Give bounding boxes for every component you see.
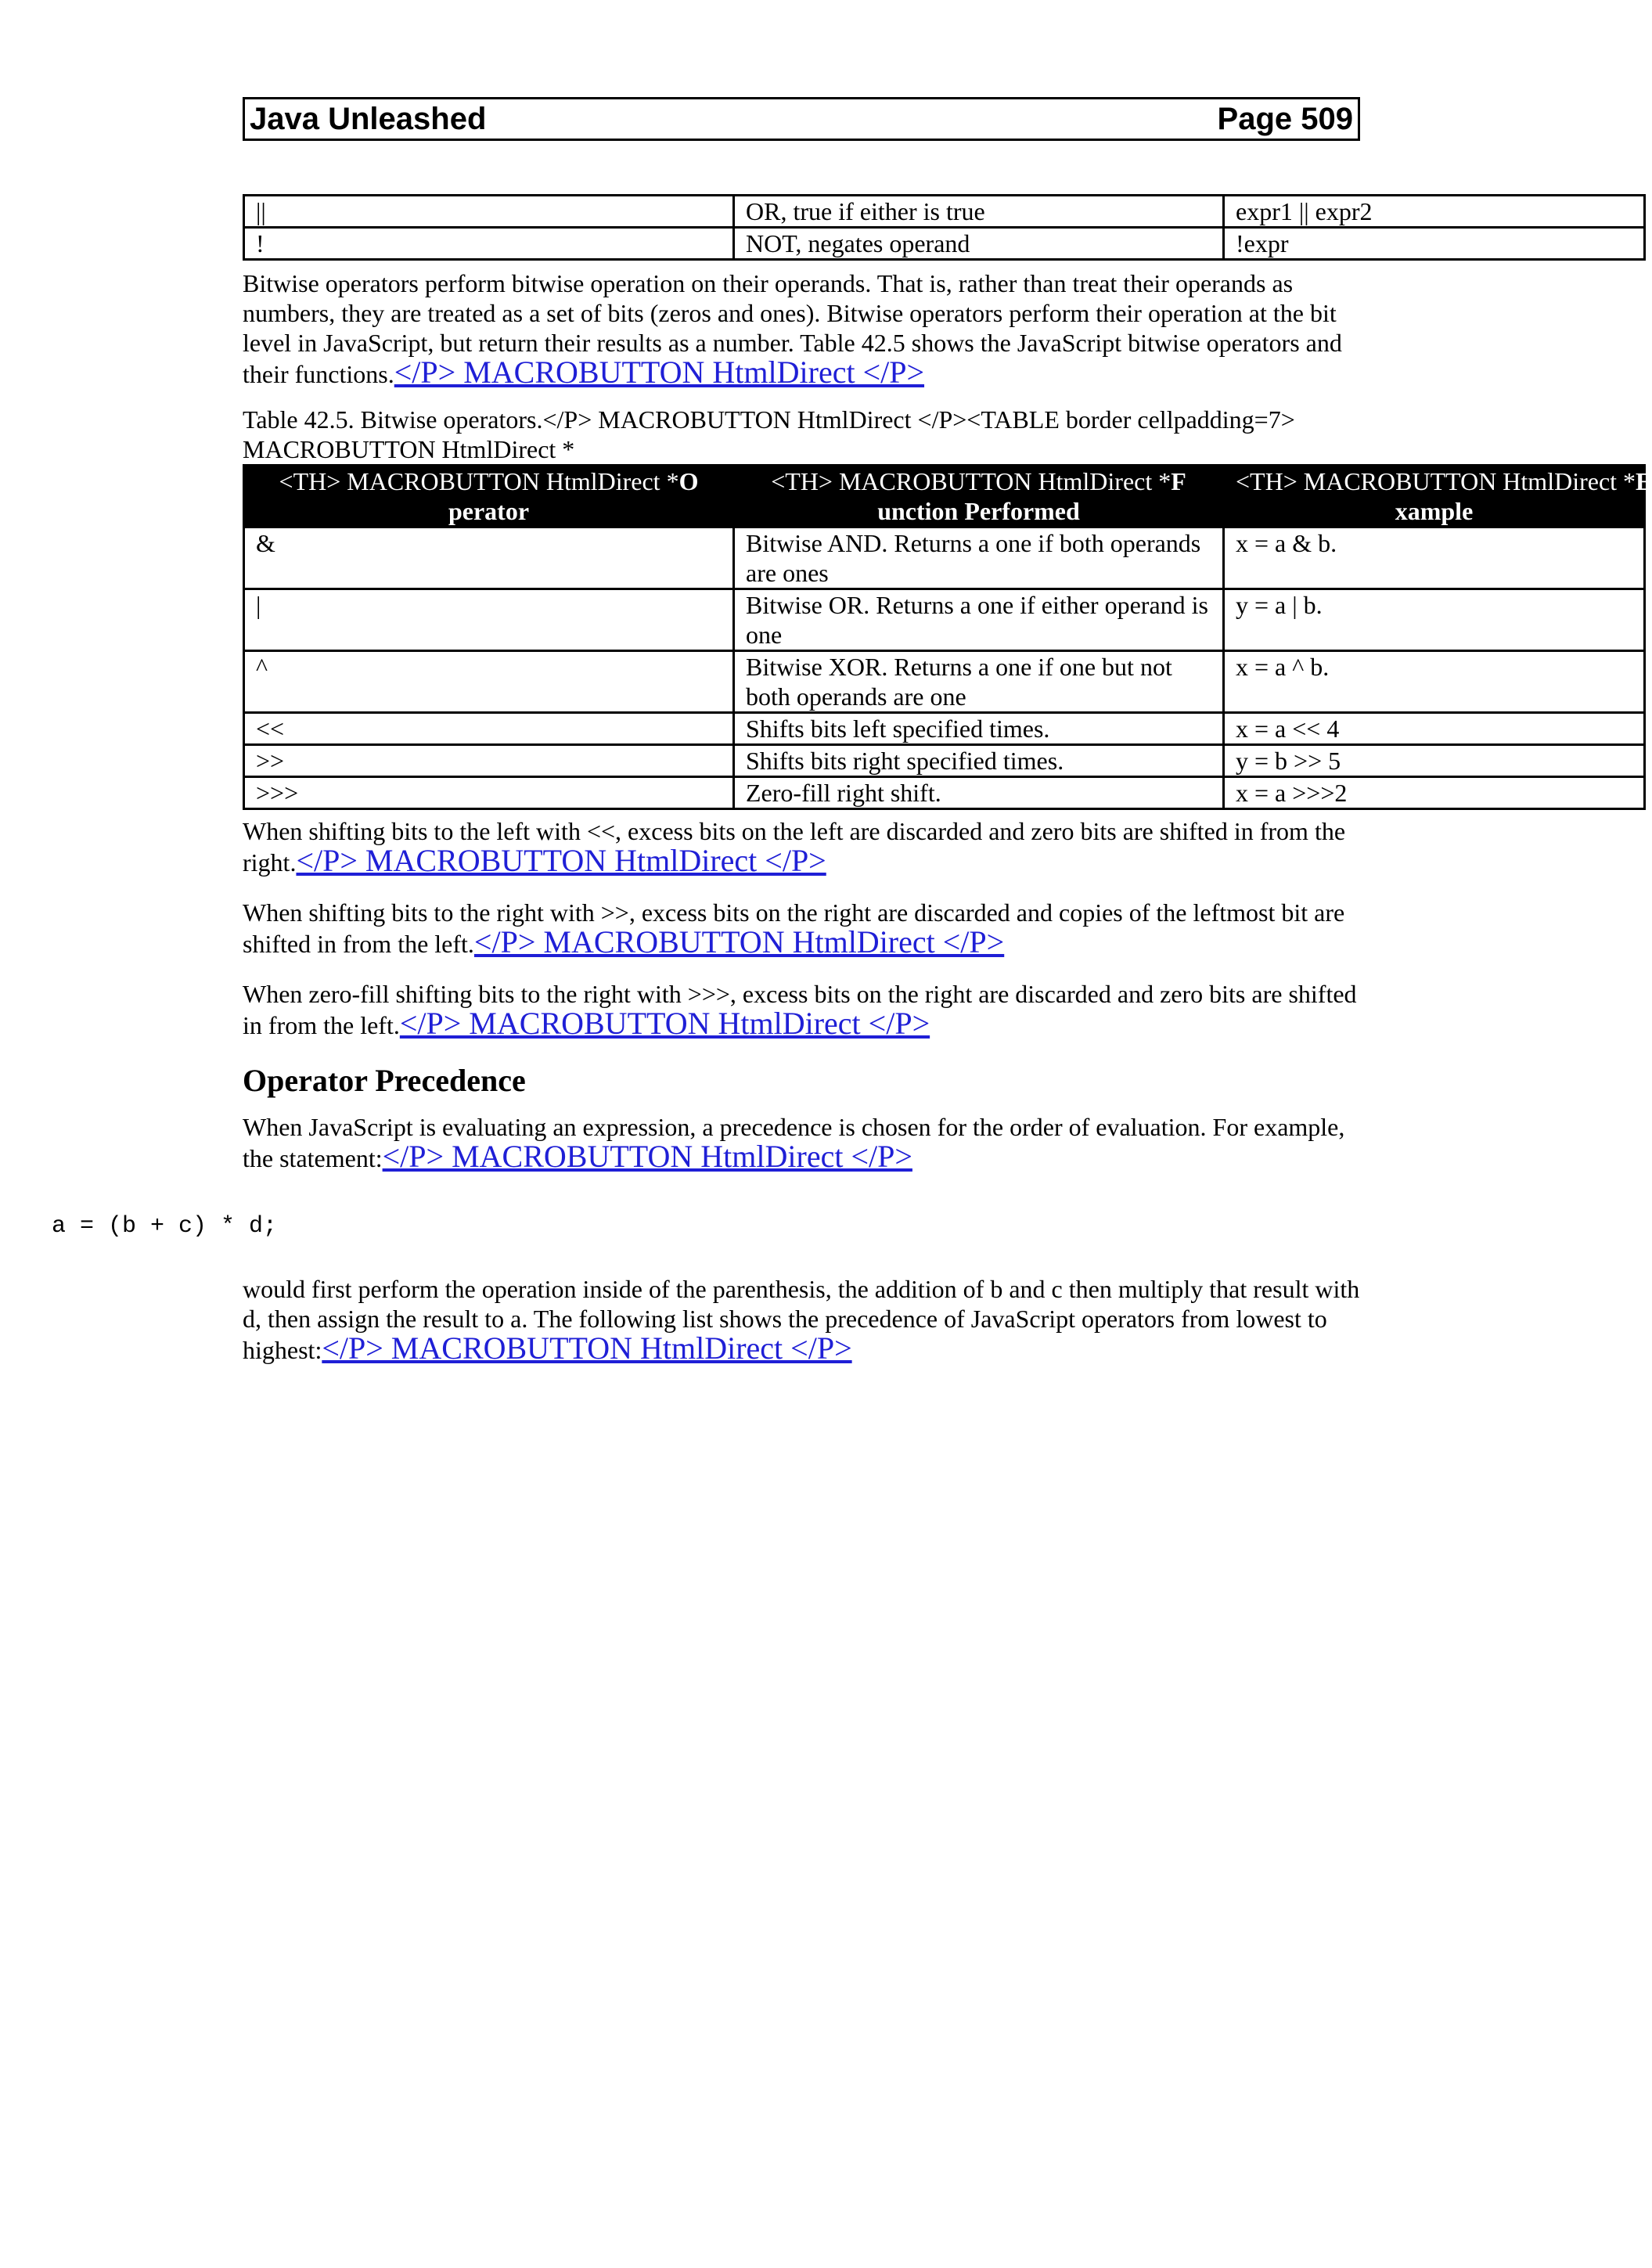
table-row [244, 589, 1645, 651]
description-cell: Zero-fill right shift. [734, 777, 1224, 809]
example-cell: x = a ^ b. [1224, 651, 1645, 713]
example-cell: x = a >>>2 [1224, 777, 1645, 809]
example-cell: x = a & b. [1224, 527, 1645, 589]
table-header-row [244, 466, 1645, 527]
description-cell: OR, true if either is true [734, 196, 1224, 228]
page-number: Page 509 [1217, 101, 1353, 136]
table-row [244, 228, 1645, 260]
operator-cell: >>> [244, 777, 734, 809]
header-operator: <TH> MACROBUTTON HtmlDirect *O perator [244, 466, 734, 527]
paragraph-left-shift: When shifting bits to the left with <<, excess bits on the left are discarded and zero bits are shifted in from the right.</P> MACROBUTTON HtmlDirect </P> [243, 817, 1346, 878]
table-row [244, 651, 1645, 713]
table-row [244, 527, 1645, 589]
description-cell: NOT, negates operand [734, 228, 1224, 260]
paragraph-bitwise-intro: Bitwise operators perform bitwise operation on their operands. That is, rather than treat their operands as numbers, they are treated as a set of bits (zeros and ones). Bitwise operators perform their operation at the bit level in JavaScript, but return their results as a number. Table 42.5 shows the JavaScript bitwise operators and their functions.</P> MACROBUTTON HtmlDirect </P> [243, 269, 1342, 390]
paragraph-right-shift: When shifting bits to the right with >>, excess bits on the right are discarded and copies of the leftmost bit are shifted in from the left.</P> MACROBUTTON HtmlDirect </P> [243, 898, 1345, 959]
paragraph-zero-fill-shift: When zero-fill shifting bits to the right with >>>, excess bits on the right are discarded and zero bits are shifted in from the left.</P> MACROBUTTON HtmlDirect </P> [243, 980, 1357, 1041]
description-cell: Shifts bits right specified times. [734, 745, 1224, 777]
description-cell: Bitwise OR. Returns a one if either operand is one [734, 589, 1224, 651]
table-row [244, 745, 1645, 777]
table-row [244, 713, 1645, 745]
operator-cell: ^ [244, 651, 734, 713]
operator-cell: ! [244, 228, 734, 260]
macrobutton-link[interactable]: </P> MACROBUTTON HtmlDirect </P> [322, 1330, 852, 1366]
document-body-continued [243, 1274, 1360, 1365]
example-cell: y = b >> 5 [1224, 745, 1645, 777]
macrobutton-link[interactable]: </P> MACROBUTTON HtmlDirect </P> [296, 843, 826, 878]
example-cell: expr1 || expr2 [1224, 196, 1645, 228]
description-cell: Bitwise AND. Returns a one if both operands are ones [734, 527, 1224, 589]
example-cell: y = a | b. [1224, 589, 1645, 651]
operator-cell: << [244, 713, 734, 745]
table-caption: Table 42.5. Bitwise operators.</P> MACROBUTTON HtmlDirect </P><TABLE border cellpadding=7> MACROBUTTON HtmlDirect * [243, 405, 1295, 463]
operator-cell: | [244, 589, 734, 651]
table-row [244, 196, 1645, 228]
table-row [244, 777, 1645, 809]
book-title: Java Unleashed [250, 101, 487, 136]
example-cell: !expr [1224, 228, 1645, 260]
macrobutton-link[interactable]: </P> MACROBUTTON HtmlDirect </P> [394, 355, 925, 390]
description-cell: Bitwise XOR. Returns a one if one but not both operands are one [734, 651, 1224, 713]
page-header [243, 97, 1360, 141]
operator-cell: || [244, 196, 734, 228]
header-example: <TH> MACROBUTTON HtmlDirect *E xample [1224, 466, 1645, 527]
header-function: <TH> MACROBUTTON HtmlDirect *F unction Performed [734, 466, 1224, 527]
macrobutton-link[interactable]: </P> MACROBUTTON HtmlDirect </P> [399, 1006, 930, 1041]
code-example: a = (b + c) * d; [52, 1213, 278, 1240]
document-body [243, 194, 1652, 1174]
logical-operators-table [243, 194, 1646, 261]
description-cell: Shifts bits left specified times. [734, 713, 1224, 745]
paragraph-precedence-explain: would first perform the operation inside of the parenthesis, the addition of b and c then multiply that result with d, then assign the result to a. The following list shows the precedence of JavaScript operators from lowest to highest:</P> MACROBUTTON HtmlDirect </P> [243, 1275, 1360, 1366]
paragraph-precedence-intro: When JavaScript is evaluating an expression, a precedence is chosen for the order of evaluation. For example, the statement:</P> MACROBUTTON HtmlDirect </P> [243, 1113, 1345, 1174]
bitwise-operators-table [243, 464, 1652, 810]
operator-cell: & [244, 527, 734, 589]
operator-cell: >> [244, 745, 734, 777]
section-heading: Operator Precedence [243, 1063, 526, 1098]
example-cell: x = a << 4 [1224, 713, 1645, 745]
macrobutton-link[interactable]: </P> MACROBUTTON HtmlDirect </P> [382, 1139, 912, 1174]
macrobutton-link[interactable]: </P> MACROBUTTON HtmlDirect </P> [473, 924, 1005, 959]
